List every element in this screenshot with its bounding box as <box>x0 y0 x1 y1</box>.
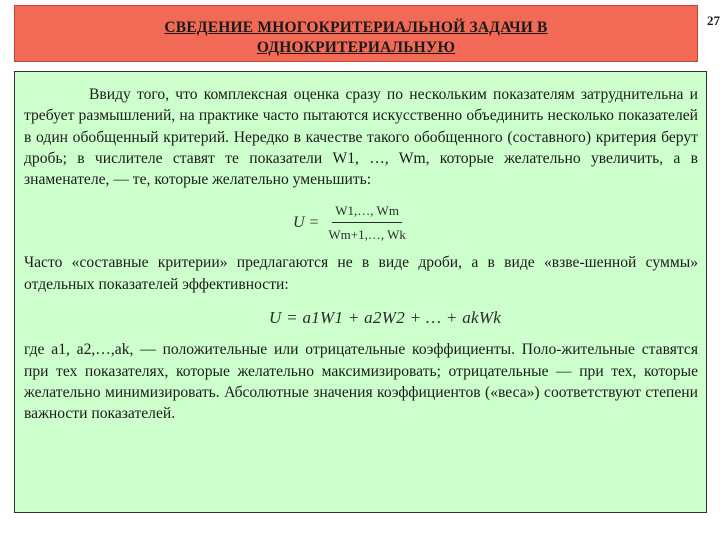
slide-title-line-2: ОДНОКРИТЕРИАЛЬНУЮ <box>256 39 456 56</box>
slide-content-box <box>14 71 707 513</box>
paragraph-intro: Ввиду того, что комплексная оценка сразу по нескольким показателям затруднительна и требует размышлений, на практике часто пытаются искусственно объединить несколько показателей в один обобщенный критерий. Нередко в качестве такого обобщенного (составного) критерия берут дробь; в числителе ставят те показатели W1, …, Wm, которые желательно увеличить, а в знаменателе, — те, которые желательно уменьшить: <box>24 86 698 189</box>
paragraph-coefficients: где a1, a2,…,ak, — положительные или отрицательные коэффициенты. Поло-жительные ставятся при тех показателях, которые желательно максимизировать; отрицательные — при тех, которые желательно минимизировать. Абсолютные значения коэффициентов («веса») соответствуют степени важности показателей. <box>24 341 698 423</box>
paragraph-weighted-sum: Часто «составные критерии» предлагаются не в виде дроби, а в виде «взве-шенной суммы» отдельных показателей эффективности: <box>24 254 698 293</box>
formula-fraction <box>325 200 409 246</box>
slide-title-box <box>14 5 698 62</box>
formula-denominator: Wm+1,…, Wk <box>328 226 406 242</box>
slide-title-line-1: СВЕДЕНИЕ МНОГОКРИТЕРИАЛЬНОЙ ЗАДАЧИ В <box>164 19 548 36</box>
page-number: 27 <box>707 13 720 28</box>
fraction-criterion-formula <box>293 201 698 243</box>
weighted-sum-formula: U = a1W1 + a2W2 + … + akWk <box>269 308 502 328</box>
formula-numerator: W1,…, Wm <box>332 200 402 223</box>
formula-lhs: U = <box>293 213 320 231</box>
